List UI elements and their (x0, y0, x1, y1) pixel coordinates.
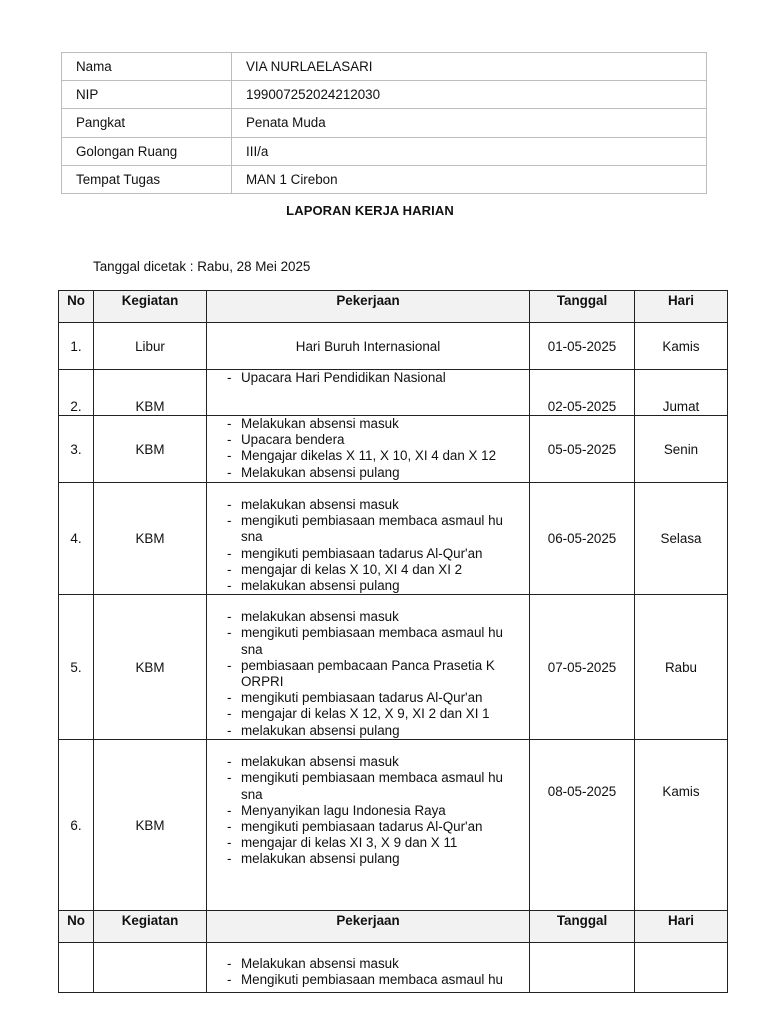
row-kegiatan: KBM (94, 416, 207, 483)
task-item: - Mengajar dikelas X 11, X 10, XI 4 dan X 12 (207, 448, 529, 464)
print-date: Tanggal dicetak : Rabu, 28 Mei 2025 (93, 259, 311, 274)
row-no: 1. (59, 323, 94, 370)
table-row (59, 323, 728, 370)
row-pekerjaan (207, 483, 530, 595)
header-hari: Hari (635, 911, 728, 943)
identity-label: Golongan Ruang (62, 137, 232, 165)
row-tanggal: 08-05-2025 (530, 740, 635, 911)
row-no: 6. (59, 740, 94, 911)
row-no (59, 943, 94, 993)
header-pekerjaan: Pekerjaan (207, 291, 530, 323)
task-item: - mengikuti pembiasaan membaca asmaul hu sna (207, 770, 507, 802)
row-tanggal: 06-05-2025 (530, 483, 635, 595)
row-hari: Jumat (635, 370, 728, 416)
identity-row (62, 165, 707, 193)
activity-table (58, 290, 728, 993)
task-item: - Melakukan absensi masuk (207, 956, 529, 972)
header-kegiatan: Kegiatan (94, 911, 207, 943)
task-item: - melakukan absensi masuk (207, 754, 507, 770)
task-item: - mengikuti pembiasaan tadarus Al-Qur'an (207, 819, 507, 835)
identity-row (62, 81, 707, 109)
task-item: - melakukan absensi masuk (207, 497, 507, 513)
task-item: - Menyanyikan lagu Indonesia Raya (207, 803, 507, 819)
row-no: 5. (59, 595, 94, 740)
header-tanggal: Tanggal (530, 291, 635, 323)
row-hari (635, 943, 728, 993)
header-pekerjaan: Pekerjaan (207, 911, 530, 943)
row-pekerjaan (207, 416, 530, 483)
task-item: - Mengikuti pembiasaan membaca asmaul hu (207, 972, 529, 988)
identity-value: Penata Muda (232, 109, 707, 137)
identity-row (62, 109, 707, 137)
task-item: - Melakukan absensi masuk (207, 416, 529, 432)
row-kegiatan: KBM (94, 595, 207, 740)
identity-table (61, 52, 707, 194)
row-tanggal: 05-05-2025 (530, 416, 635, 483)
table-row (59, 370, 728, 416)
row-kegiatan: KBM (94, 740, 207, 911)
row-pekerjaan (207, 370, 530, 416)
identity-row (62, 53, 707, 81)
task-item: - pembiasaan pembacaan Panca Prasetia K ORPRI (207, 658, 507, 690)
task-item: - melakukan absensi pulang (207, 723, 507, 739)
row-kegiatan: Libur (94, 323, 207, 370)
task-item: - mengajar di kelas XI 3, X 9 dan X 11 (207, 835, 507, 851)
task-item: - mengikuti pembiasaan tadarus Al-Qur'an (207, 546, 507, 562)
task-item: - Melakukan absensi pulang (207, 465, 529, 481)
task-item: - melakukan absensi pulang (207, 578, 507, 594)
row-kegiatan: KBM (94, 483, 207, 595)
task-item: - mengikuti pembiasaan membaca asmaul hu sna (207, 513, 507, 545)
header-kegiatan: Kegiatan (94, 291, 207, 323)
task-item: - Upacara Hari Pendidikan Nasional (207, 370, 529, 386)
row-no: 4. (59, 483, 94, 595)
row-hari: Senin (635, 416, 728, 483)
identity-label: Tempat Tugas (62, 165, 232, 193)
row-kegiatan (94, 943, 207, 993)
row-tanggal: 02-05-2025 (530, 370, 635, 416)
table-row (59, 483, 728, 595)
table-row (59, 740, 728, 911)
row-no: 2. (59, 370, 94, 416)
row-tanggal (530, 943, 635, 993)
identity-label: Nama (62, 53, 232, 81)
row-hari: Rabu (635, 595, 728, 740)
table-row (59, 595, 728, 740)
header-no: No (59, 911, 94, 943)
row-pekerjaan (207, 740, 530, 911)
report-title: LAPORAN KERJA HARIAN (286, 203, 454, 218)
identity-value: 199007252024212030 (232, 81, 707, 109)
row-kegiatan: KBM (94, 370, 207, 416)
task-item: - mengajar di kelas X 12, X 9, XI 2 dan XI 1 (207, 706, 507, 722)
row-tanggal: 07-05-2025 (530, 595, 635, 740)
table-row (59, 416, 728, 483)
header-tanggal: Tanggal (530, 911, 635, 943)
row-no: 3. (59, 416, 94, 483)
task-item: - melakukan absensi pulang (207, 851, 507, 867)
table-row (59, 943, 728, 993)
task-item: - mengajar di kelas X 10, XI 4 dan XI 2 (207, 562, 507, 578)
identity-value: III/a (232, 137, 707, 165)
task-item: - mengikuti pembiasaan tadarus Al-Qur'an (207, 690, 507, 706)
row-pekerjaan (207, 943, 530, 993)
task-item: - mengikuti pembiasaan membaca asmaul hu sna (207, 625, 507, 657)
identity-row (62, 137, 707, 165)
identity-label: Pangkat (62, 109, 232, 137)
row-pekerjaan (207, 595, 530, 740)
task-item: - melakukan absensi masuk (207, 609, 507, 625)
row-hari: Kamis (635, 740, 728, 911)
identity-label: NIP (62, 81, 232, 109)
task-item: - Upacara bendera (207, 432, 529, 448)
row-pekerjaan: Hari Buruh Internasional (207, 323, 530, 370)
header-row (59, 911, 728, 943)
header-hari: Hari (635, 291, 728, 323)
header-no: No (59, 291, 94, 323)
identity-value: VIA NURLAELASARI (232, 53, 707, 81)
identity-value: MAN 1 Cirebon (232, 165, 707, 193)
row-hari: Kamis (635, 323, 728, 370)
header-row (59, 291, 728, 323)
row-hari: Selasa (635, 483, 728, 595)
row-tanggal: 01-05-2025 (530, 323, 635, 370)
